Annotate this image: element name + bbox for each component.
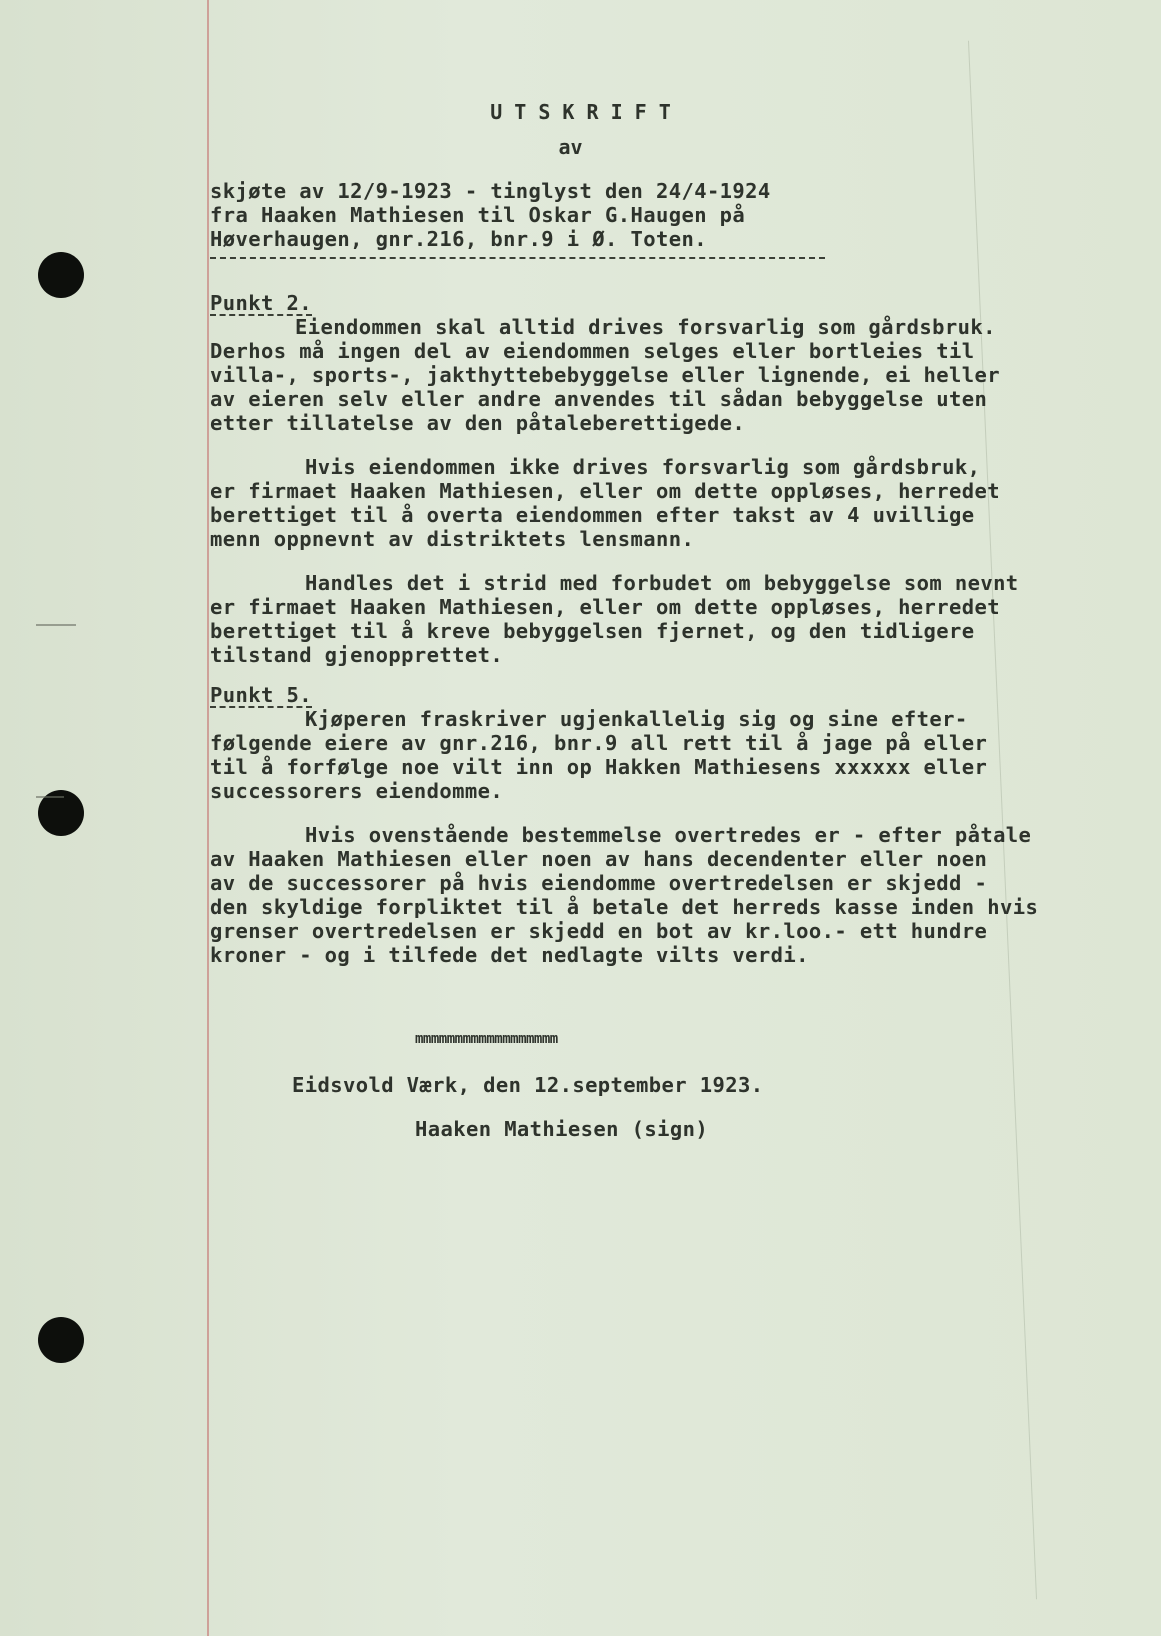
- paragraph-line: berettiget til å overta eiendommen efter takst av 4 uvillige: [210, 503, 975, 527]
- paragraph-line: berettiget til å kreve bebyggelsen fjernet, og den tidligere: [210, 619, 975, 643]
- paragraph-line: av eieren selv eller andre anvendes til sådan bebyggelse uten: [210, 387, 988, 411]
- header-line: Høverhaugen, gnr.216, bnr.9 i Ø. Toten.: [210, 227, 707, 251]
- paragraph-line: til å forfølge noe vilt inn op Hakken Mathiesens xxxxxx eller: [210, 755, 988, 779]
- separator-line: mmmmmmmmmmmmmmmmmm: [415, 1031, 558, 1047]
- paragraph-line: villa-, sports-, jakthyttebebyggelse eller lignende, ei heller: [210, 363, 1001, 387]
- paragraph-line: Hvis ovenstående bestemmelse overtredes er - efter påtale: [305, 823, 1032, 847]
- paragraph-line: er firmaet Haaken Mathiesen, eller om dette oppløses, herredet: [210, 479, 1001, 503]
- margin-mark: [36, 796, 64, 798]
- paragraph-line: etter tillatelse av den påtaleberettigede.: [210, 411, 746, 435]
- header-line: skjøte av 12/9-1923 - tinglyst den 24/4-1924: [210, 179, 771, 203]
- paragraph-line: menn oppnevnt av distriktets lensmann.: [210, 527, 695, 551]
- paragraph-line: den skyldige forpliktet til å betale det herreds kasse inden hvis: [210, 895, 1039, 919]
- paragraph-line: successorers eiendomme.: [210, 779, 504, 803]
- paragraph-line: følgende eiere av gnr.216, bnr.9 all rett til å jage på eller: [210, 731, 988, 755]
- paragraph-line: Hvis eiendommen ikke drives forsvarlig som gårdsbruk,: [305, 455, 981, 479]
- header-line: fra Haaken Mathiesen til Oskar G.Haugen på: [210, 203, 746, 227]
- paragraph-line: er firmaet Haaken Mathiesen, eller om dette oppløses, herredet: [210, 595, 1001, 619]
- punch-hole-top: [38, 252, 84, 298]
- document-title: U T S K R I F T: [490, 100, 671, 124]
- section-heading: Punkt 2.: [210, 291, 312, 315]
- paragraph-line: Eiendommen skal alltid drives forsvarlig som gårdsbruk.: [295, 315, 996, 339]
- section-heading: Punkt 5.: [210, 683, 312, 707]
- paragraph-line: av de successorer på hvis eiendomme overtredelsen er skjedd -: [210, 871, 988, 895]
- document-subtitle: av: [558, 135, 583, 159]
- paper-crease: [968, 41, 1037, 1600]
- punch-hole-bottom: [38, 1317, 84, 1363]
- paragraph-line: Kjøperen fraskriver ugjenkallelig sig og sine efter-: [305, 707, 968, 731]
- margin-mark: [36, 624, 76, 626]
- paragraph-line: kroner - og i tilfede det nedlagte vilts verdi.: [210, 943, 809, 967]
- signature: Haaken Mathiesen (sign): [415, 1117, 709, 1141]
- paragraph-line: grenser overtredelsen er skjedd en bot av kr.loo.- ett hundre: [210, 919, 988, 943]
- margin-line: [207, 0, 209, 1636]
- place-date: Eidsvold Værk, den 12.september 1923.: [292, 1073, 764, 1097]
- paragraph-line: tilstand gjenopprettet.: [210, 643, 504, 667]
- header-rule: [210, 257, 825, 259]
- paragraph-line: Handles det i strid med forbudet om bebyggelse som nevnt: [305, 571, 1019, 595]
- paragraph-line: Derhos må ingen del av eiendommen selges eller bortleies til: [210, 339, 975, 363]
- paragraph-line: av Haaken Mathiesen eller noen av hans decendenter eller noen: [210, 847, 988, 871]
